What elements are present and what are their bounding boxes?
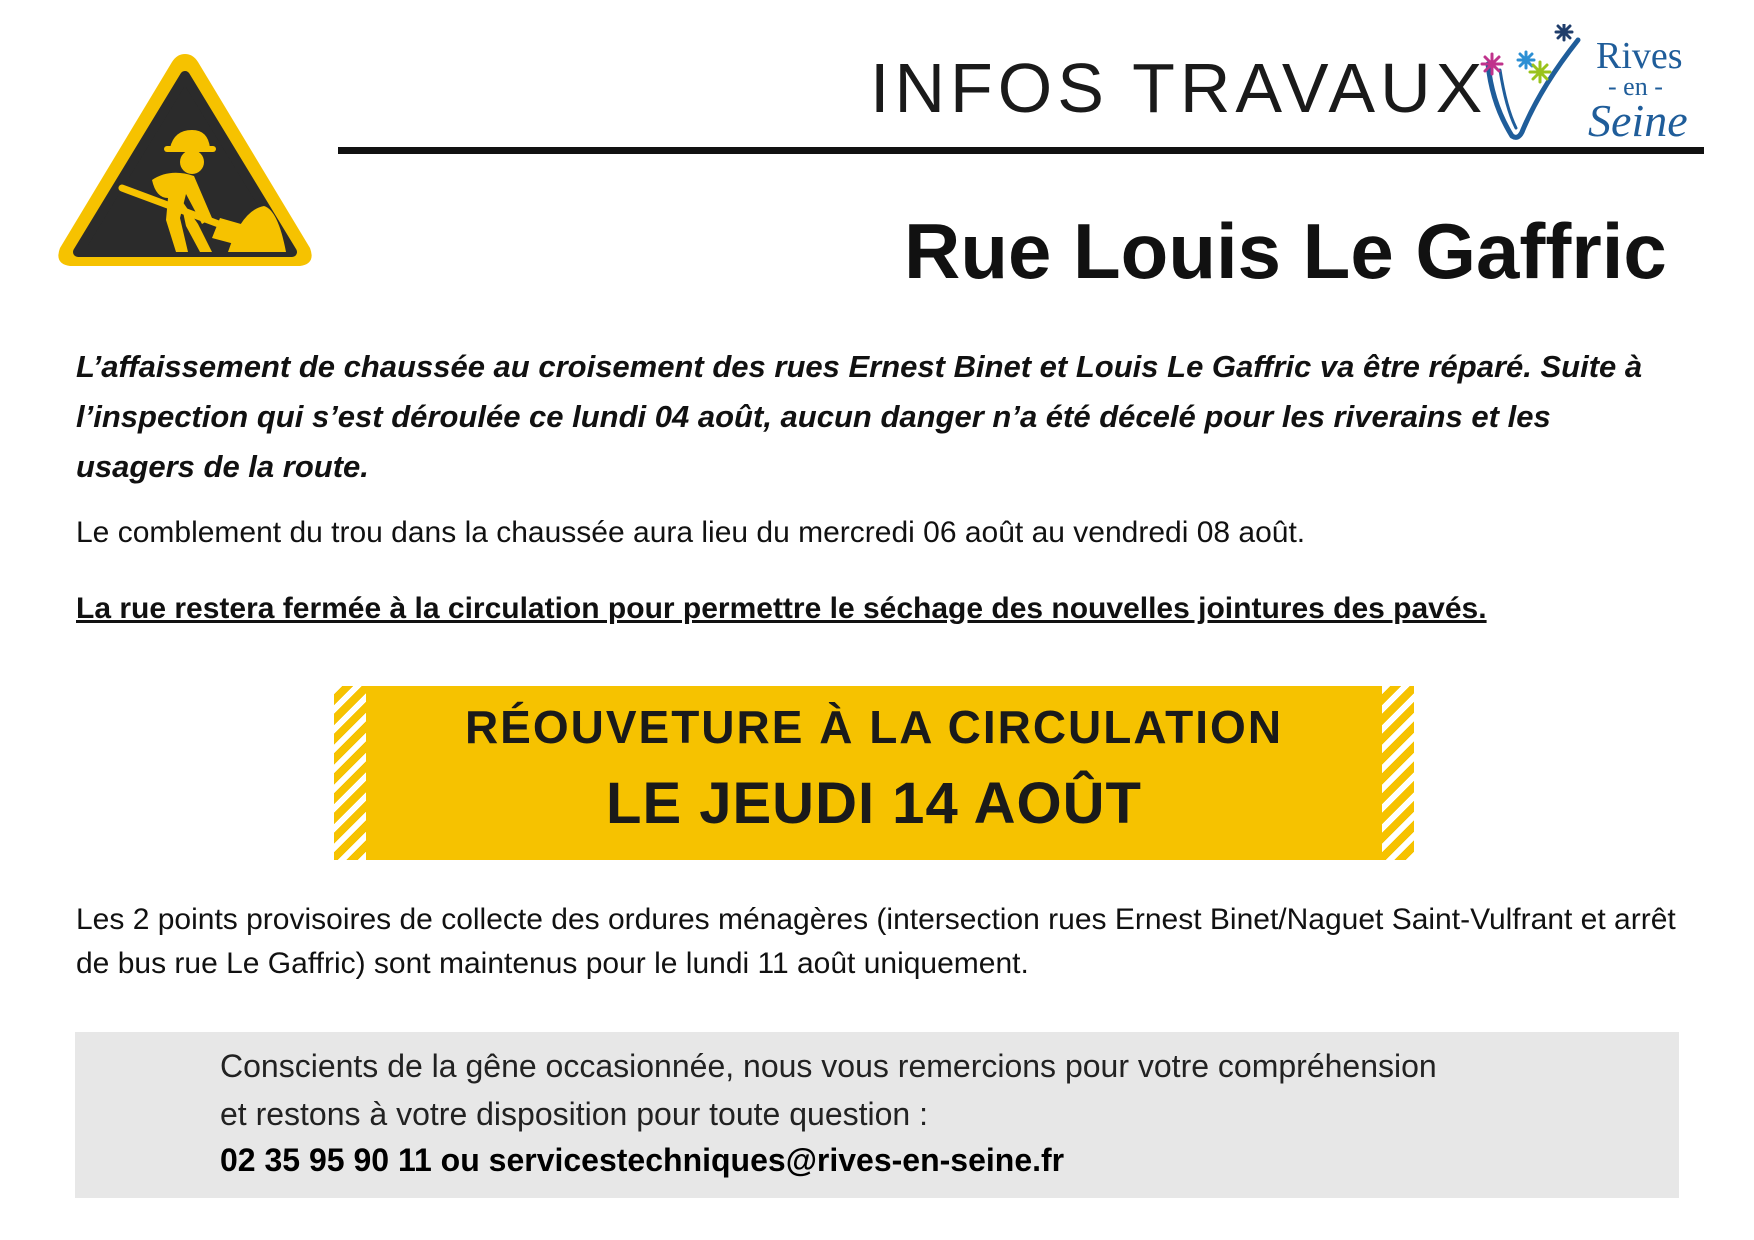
rives-en-seine-logo (1470, 24, 1696, 146)
collection-paragraph: Les 2 points provisoires de collecte des ordures ménagères (intersection rues Ernest Binet/Naguet Saint-Vulfrant et arrêt de bus rue Le Gaffric) sont maintenus pour le lundi 11 août uniquement. (76, 903, 1676, 980)
header-title: INFOS TRAVAUX (870, 49, 1488, 127)
contact-availability-line: et restons à votre disposition pour toute question : (220, 1096, 928, 1132)
logo-stars-icon (1470, 24, 1590, 142)
logo-text-seine: Seine (1588, 95, 1688, 146)
contact-thanks-line: Conscients de la gêne occasionnée, nous vous remercions pour votre compréhension (220, 1048, 1437, 1084)
street-title: Rue Louis Le Gaffric (904, 207, 1667, 295)
schedule-paragraph: Le comblement du trou dans la chaussée aura lieu du mercredi 06 août au vendredi 08 août. (76, 516, 1306, 549)
intro-paragraph: L’affaissement de chaussée au croisement des rues Ernest Binet et Louis Le Gaffric va être réparé. Suite à l’inspection qui s’est déroulée ce lundi 04 août, aucun danger n’a été décelé pour les riverains et les usagers de la route. (76, 349, 1643, 484)
logo-text-rives: Rives (1596, 35, 1683, 77)
banner-heading: RÉOUVETURE À LA CIRCULATION (464, 701, 1284, 753)
reopening-banner (334, 686, 1414, 860)
logo-text-en: - en - (1608, 72, 1663, 101)
contact-details: 02 35 95 90 11 ou servicestechniques@rives-en-seine.fr (220, 1142, 1065, 1178)
header-divider (338, 147, 1704, 154)
contact-box (75, 1032, 1679, 1198)
banner-date: LE JEUDI 14 AOÛT (606, 771, 1142, 836)
closure-notice: La rue restera fermée à la circulation pour permettre le séchage des nouvelles jointures des pavés. (76, 592, 1487, 625)
road-works-sign-icon (52, 48, 318, 274)
